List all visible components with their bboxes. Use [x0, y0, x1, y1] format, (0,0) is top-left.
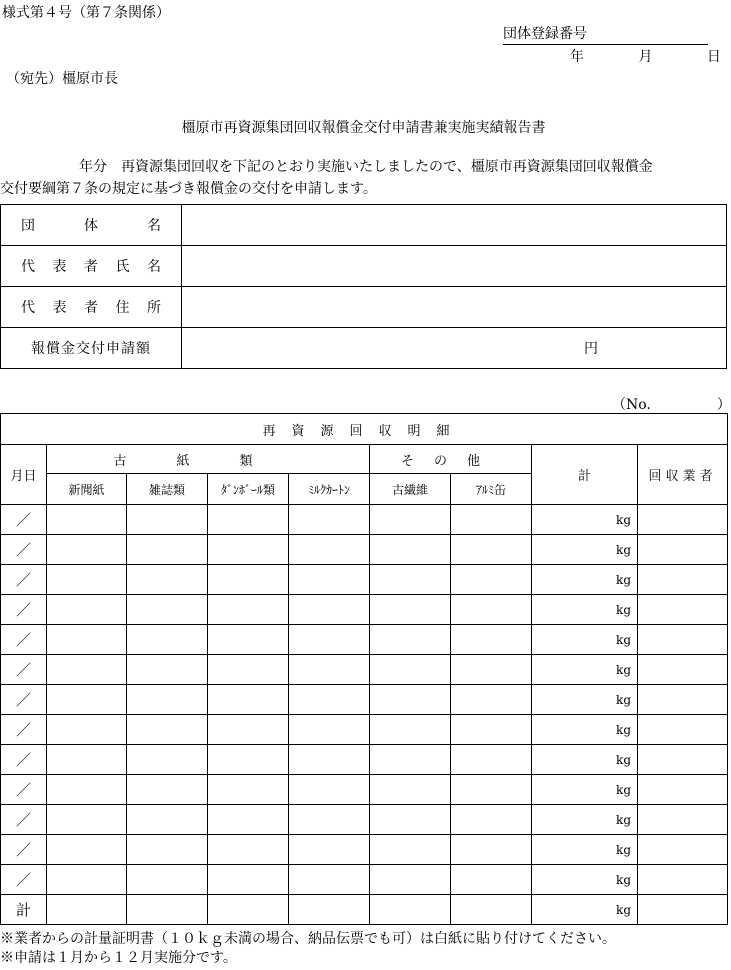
footnotes: [0, 930, 616, 968]
amount-cell[interactable]: [451, 565, 532, 595]
col-header-milk-cartons: ﾐﾙｸｶｰﾄﾝ: [289, 474, 370, 505]
group-header-other: その他: [370, 445, 532, 474]
table-row: [1, 745, 728, 775]
row-total-cell[interactable]: kg: [532, 595, 638, 625]
amount-cell[interactable]: [289, 565, 370, 595]
row-total-cell[interactable]: kg: [532, 715, 638, 745]
amount-cell[interactable]: [451, 805, 532, 835]
amount-cell[interactable]: [208, 865, 289, 895]
date-cell[interactable]: ／: [1, 835, 47, 865]
amount-cell[interactable]: [47, 715, 127, 745]
row-total-cell[interactable]: kg: [532, 535, 638, 565]
amount-cell[interactable]: [370, 895, 451, 925]
amount-cell[interactable]: [289, 865, 370, 895]
amount-cell[interactable]: [127, 655, 208, 685]
amount-cell[interactable]: [370, 595, 451, 625]
amount-cell[interactable]: [47, 835, 127, 865]
amount-cell[interactable]: [451, 685, 532, 715]
vendor-cell[interactable]: [638, 895, 728, 925]
amount-cell[interactable]: [127, 685, 208, 715]
amount-cell[interactable]: [127, 865, 208, 895]
amount-cell[interactable]: [208, 655, 289, 685]
amount-cell[interactable]: [47, 775, 127, 805]
date-cell[interactable]: ／: [1, 685, 47, 715]
date-cell[interactable]: ／: [1, 805, 47, 835]
vendor-cell[interactable]: [638, 745, 728, 775]
amount-cell[interactable]: [127, 595, 208, 625]
group-header-paper: 古紙類: [47, 445, 370, 474]
vendor-cell[interactable]: [638, 865, 728, 895]
amount-label: 報償金交付申請額: [1, 328, 182, 369]
amount-cell[interactable]: [451, 655, 532, 685]
amount-cell[interactable]: [127, 535, 208, 565]
row-total-cell[interactable]: kg: [532, 865, 638, 895]
amount-cell[interactable]: [127, 775, 208, 805]
rep-name-input[interactable]: [182, 246, 727, 287]
detail-table-title: 再資源回収明細: [1, 414, 728, 445]
amount-cell[interactable]: [451, 625, 532, 655]
addressee: （宛先）橿原市長: [6, 71, 118, 87]
amount-cell[interactable]: [127, 835, 208, 865]
form-number-label: 様式第４号（第７条関係）: [2, 5, 170, 21]
amount-cell[interactable]: [208, 805, 289, 835]
amount-cell[interactable]: [370, 625, 451, 655]
table-row: [1, 865, 728, 895]
total-row-label: 計: [1, 895, 47, 925]
registration-number-field[interactable]: [503, 23, 708, 45]
row-total-cell[interactable]: kg: [532, 505, 638, 535]
amount-cell[interactable]: [289, 625, 370, 655]
total-row: [1, 895, 728, 925]
amount-cell[interactable]: [208, 835, 289, 865]
amount-cell[interactable]: [208, 685, 289, 715]
vendor-cell[interactable]: [638, 625, 728, 655]
row-total-cell[interactable]: kg: [532, 805, 638, 835]
detail-title-row: [1, 414, 728, 445]
amount-cell[interactable]: [451, 775, 532, 805]
date-cell[interactable]: ／: [1, 715, 47, 745]
footnote-1: ※業者からの計量証明書（１０ｋｇ未満の場合、納品伝票でも可）は白紙に貼り付けてください。: [0, 931, 616, 947]
amount-cell[interactable]: [451, 895, 532, 925]
date-cell[interactable]: ／: [1, 505, 47, 535]
amount-cell[interactable]: [451, 715, 532, 745]
intro-paragraph: [0, 156, 727, 200]
amount-cell[interactable]: [208, 565, 289, 595]
table-row: [1, 535, 728, 565]
amount-cell[interactable]: [47, 625, 127, 655]
amount-cell[interactable]: [208, 595, 289, 625]
amount-cell[interactable]: [208, 505, 289, 535]
amount-cell[interactable]: [451, 595, 532, 625]
group-name-row: [1, 205, 727, 246]
amount-cell[interactable]: [370, 535, 451, 565]
amount-cell[interactable]: [289, 535, 370, 565]
row-total-cell[interactable]: kg: [532, 685, 638, 715]
amount-cell[interactable]: [289, 505, 370, 535]
amount-cell[interactable]: [370, 685, 451, 715]
amount-cell[interactable]: [127, 505, 208, 535]
amount-cell[interactable]: [289, 715, 370, 745]
intro-line-1: 年分 再資源集団回収を下記のとおり実施いたしましたので、橿原市再資源集団回収報償金: [79, 159, 653, 175]
row-total-cell[interactable]: kg: [532, 745, 638, 775]
registration-number-label: 団体登録番号: [503, 26, 587, 42]
intro-line-2: 交付要綱第７条の規定に基づき報償金の交付を申請します。: [0, 181, 377, 197]
col-header-vendor: 回収業者: [638, 445, 728, 505]
table-row: [1, 655, 728, 685]
amount-cell[interactable]: [289, 895, 370, 925]
amount-cell[interactable]: [451, 505, 532, 535]
table-row: [1, 805, 728, 835]
amount-cell[interactable]: [47, 655, 127, 685]
table-row: [1, 625, 728, 655]
table-row: [1, 685, 728, 715]
amount-cell[interactable]: [370, 655, 451, 685]
vendor-cell[interactable]: [638, 715, 728, 745]
amount-cell[interactable]: [289, 595, 370, 625]
detail-group-header-row: [1, 445, 728, 474]
amount-cell[interactable]: [127, 565, 208, 595]
amount-cell[interactable]: [289, 685, 370, 715]
date-cell[interactable]: ／: [1, 865, 47, 895]
table-row: [1, 835, 728, 865]
rep-name-label: 代 表 者 氏 名: [1, 246, 182, 287]
row-total-cell[interactable]: kg: [532, 775, 638, 805]
amount-cell[interactable]: [208, 715, 289, 745]
amount-cell[interactable]: [47, 865, 127, 895]
collection-detail-table: [0, 413, 728, 925]
col-header-newspaper: 新聞紙: [47, 474, 127, 505]
amount-cell[interactable]: [208, 625, 289, 655]
vendor-cell[interactable]: [638, 655, 728, 685]
amount-cell[interactable]: [370, 805, 451, 835]
amount-cell[interactable]: [370, 835, 451, 865]
rep-address-label: 代 表 者 住 所: [1, 287, 182, 328]
amount-cell[interactable]: [47, 535, 127, 565]
date-cell[interactable]: ／: [1, 625, 47, 655]
table-row: [1, 565, 728, 595]
amount-cell[interactable]: [47, 745, 127, 775]
amount-cell[interactable]: [451, 865, 532, 895]
row-total-cell[interactable]: kg: [532, 655, 638, 685]
date-cell[interactable]: ／: [1, 535, 47, 565]
amount-unit: 円: [584, 341, 598, 357]
amount-cell[interactable]: [47, 805, 127, 835]
amount-input[interactable]: [182, 328, 727, 369]
detail-body: [1, 505, 728, 925]
amount-cell[interactable]: [47, 895, 127, 925]
col-header-aluminum-cans: ｱﾙﾐ缶: [451, 474, 532, 505]
vendor-cell[interactable]: [638, 595, 728, 625]
amount-cell[interactable]: [451, 745, 532, 775]
amount-cell[interactable]: [47, 685, 127, 715]
amount-cell[interactable]: [289, 835, 370, 865]
document-title: 橿原市再資源集団回収報償金交付申請書兼実施実績報告書: [181, 120, 546, 136]
row-total-cell[interactable]: kg: [532, 895, 638, 925]
applicant-info-table: [0, 204, 727, 369]
amount-cell[interactable]: [289, 745, 370, 775]
row-total-cell[interactable]: kg: [532, 625, 638, 655]
amount-cell[interactable]: [289, 775, 370, 805]
amount-cell[interactable]: [208, 535, 289, 565]
amount-cell[interactable]: [370, 565, 451, 595]
rep-address-input[interactable]: [182, 287, 727, 328]
vendor-cell[interactable]: [638, 505, 728, 535]
col-header-magazines: 雑誌類: [127, 474, 208, 505]
amount-cell[interactable]: [370, 745, 451, 775]
date-year-label: 年: [570, 49, 584, 65]
group-name-input[interactable]: [182, 205, 727, 246]
amount-cell[interactable]: [208, 745, 289, 775]
amount-cell[interactable]: [370, 865, 451, 895]
amount-cell[interactable]: [370, 505, 451, 535]
row-total-cell[interactable]: kg: [532, 565, 638, 595]
row-total-cell[interactable]: kg: [532, 835, 638, 865]
vendor-cell[interactable]: [638, 565, 728, 595]
date-cell[interactable]: ／: [1, 565, 47, 595]
amount-cell[interactable]: [289, 805, 370, 835]
amount-cell[interactable]: [289, 655, 370, 685]
vendor-cell[interactable]: [638, 685, 728, 715]
amount-cell[interactable]: [370, 715, 451, 745]
date-day-label: 日: [706, 49, 721, 65]
date-line: [570, 46, 721, 66]
amount-cell[interactable]: [208, 895, 289, 925]
col-header-total: 計: [532, 445, 638, 505]
rep-address-row: [1, 287, 727, 328]
amount-cell[interactable]: [451, 535, 532, 565]
amount-cell[interactable]: [451, 835, 532, 865]
vendor-cell[interactable]: [638, 775, 728, 805]
amount-cell[interactable]: [127, 625, 208, 655]
amount-cell[interactable]: [127, 715, 208, 745]
col-header-date: 月日: [1, 445, 47, 505]
vendor-cell[interactable]: [638, 805, 728, 835]
table-row: [1, 715, 728, 745]
col-header-textiles: 古繊維: [370, 474, 451, 505]
amount-cell[interactable]: [208, 775, 289, 805]
rep-name-row: [1, 246, 727, 287]
amount-row: [1, 328, 727, 369]
date-month-label: 月: [638, 49, 653, 65]
vendor-cell[interactable]: [638, 535, 728, 565]
footnote-2: ※申請は１月から１２月実施分です。: [0, 950, 237, 966]
col-header-cardboard: ﾀﾞﾝﾎﾞｰﾙ類: [208, 474, 289, 505]
amount-cell[interactable]: [127, 895, 208, 925]
table-row: [1, 505, 728, 535]
sheet-number-label: （No. ）: [612, 397, 731, 413]
amount-cell[interactable]: [370, 775, 451, 805]
table-row: [1, 775, 728, 805]
amount-cell[interactable]: [47, 505, 127, 535]
date-cell[interactable]: ／: [1, 595, 47, 625]
date-cell[interactable]: ／: [1, 775, 47, 805]
date-cell[interactable]: ／: [1, 655, 47, 685]
date-cell[interactable]: ／: [1, 745, 47, 775]
vendor-cell[interactable]: [638, 835, 728, 865]
group-name-label: 団 体 名: [1, 205, 182, 246]
amount-cell[interactable]: [47, 595, 127, 625]
amount-cell[interactable]: [47, 565, 127, 595]
table-row: [1, 595, 728, 625]
amount-cell[interactable]: [127, 805, 208, 835]
amount-cell[interactable]: [127, 745, 208, 775]
